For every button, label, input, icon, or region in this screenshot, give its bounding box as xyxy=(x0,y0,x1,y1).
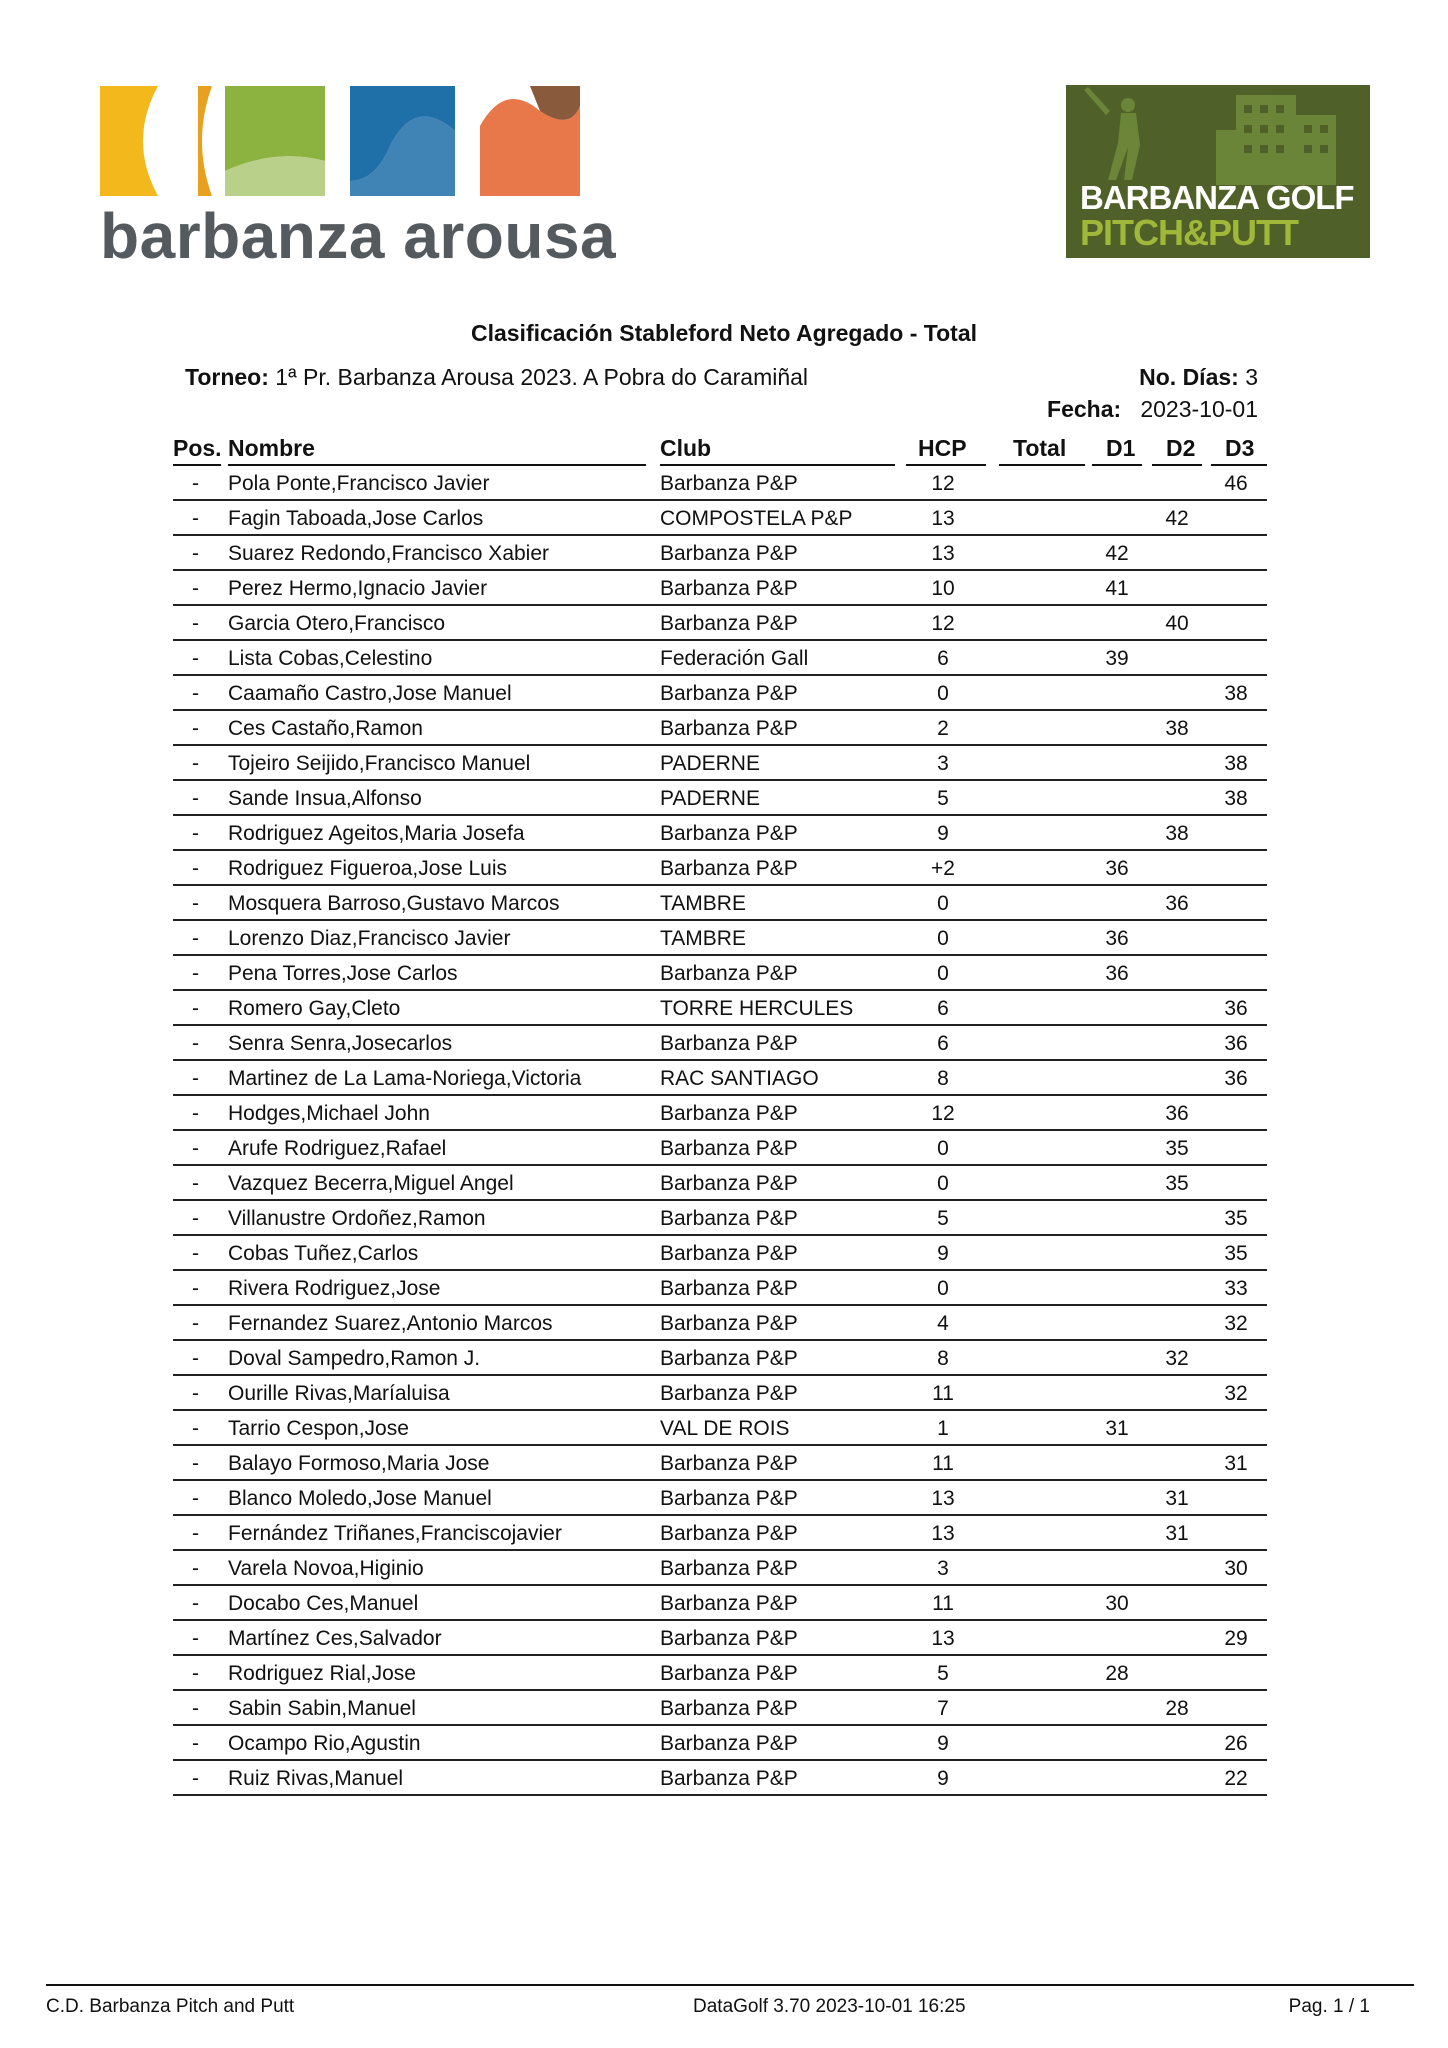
cell-d3: 32 xyxy=(1224,1312,1248,1335)
cell-hcp: 3 xyxy=(937,1557,949,1580)
cell-d1: 31 xyxy=(1105,1417,1129,1440)
cell-club: Barbanza P&P xyxy=(660,1102,798,1125)
cell-pos: - xyxy=(192,1242,199,1265)
cell-pos: - xyxy=(192,1767,199,1790)
cell-pos: - xyxy=(192,752,199,775)
cell-club: Barbanza P&P xyxy=(660,1312,798,1335)
cell-d3: 38 xyxy=(1224,787,1248,810)
cell-hcp: 8 xyxy=(937,1067,949,1090)
table-row xyxy=(173,606,1267,641)
cell-pos: - xyxy=(192,647,199,670)
cell-club: Barbanza P&P xyxy=(660,857,798,880)
cell-name: Ourille Rivas,Maríaluisa xyxy=(228,1382,450,1405)
table-row xyxy=(173,1271,1267,1306)
cell-club: COMPOSTELA P&P xyxy=(660,507,853,530)
golfer-illustration xyxy=(1066,85,1370,185)
date-value: 2023-10-01 xyxy=(1140,396,1258,422)
cell-d2: 38 xyxy=(1165,717,1189,740)
table-row xyxy=(173,1551,1267,1586)
cell-name: Tarrio Cespon,Jose xyxy=(228,1417,409,1440)
cell-club: Barbanza P&P xyxy=(660,1382,798,1405)
cell-hcp: 6 xyxy=(937,1032,949,1055)
cell-d2: 40 xyxy=(1165,612,1189,635)
days-label: No. Días: xyxy=(1139,364,1239,390)
header-club: Club xyxy=(660,435,712,461)
cell-pos: - xyxy=(192,1557,199,1580)
cell-hcp: 13 xyxy=(931,1487,955,1510)
cell-pos: - xyxy=(192,1312,199,1335)
table-row xyxy=(173,641,1267,676)
cell-d3: 36 xyxy=(1224,1067,1248,1090)
tournament-value: 1ª Pr. Barbanza Arousa 2023. A Pobra do Caramiñal xyxy=(275,364,809,390)
cell-club: Barbanza P&P xyxy=(660,1732,798,1755)
cell-name: Suarez Redondo,Francisco Xabier xyxy=(228,542,550,565)
table-row xyxy=(173,991,1267,1026)
cell-club: Barbanza P&P xyxy=(660,1137,798,1160)
table-row xyxy=(173,1656,1267,1691)
cell-club: Barbanza P&P xyxy=(660,1592,798,1615)
table-row xyxy=(173,466,1267,501)
cell-d1: 42 xyxy=(1105,542,1129,565)
header-pos: Pos. xyxy=(173,435,222,461)
cell-name: Ces Castaño,Ramon xyxy=(228,717,423,740)
tournament-info xyxy=(185,364,808,391)
header-d1: D1 xyxy=(1106,435,1136,461)
cell-name: Garcia Otero,Francisco xyxy=(228,612,446,635)
cell-name: Doval Sampedro,Ramon J. xyxy=(228,1347,481,1370)
cell-hcp: +2 xyxy=(931,857,955,880)
cell-club: TAMBRE xyxy=(660,927,746,950)
table-row xyxy=(173,1201,1267,1236)
standings-table xyxy=(173,432,1267,1796)
cell-pos: - xyxy=(192,1172,199,1195)
cell-hcp: 9 xyxy=(937,1732,949,1755)
cell-d3: 35 xyxy=(1224,1242,1248,1265)
table-row xyxy=(173,851,1267,886)
cell-d3: 26 xyxy=(1224,1732,1248,1755)
cell-name: Fagin Taboada,Jose Carlos xyxy=(228,507,484,530)
cell-pos: - xyxy=(192,1452,199,1475)
cell-pos: - xyxy=(192,1592,199,1615)
cell-hcp: 0 xyxy=(937,1172,949,1195)
cell-name: Ocampo Rio,Agustin xyxy=(228,1732,421,1755)
cell-pos: - xyxy=(192,682,199,705)
table-row xyxy=(173,1761,1267,1796)
cell-name: Fernandez Suarez,Antonio Marcos xyxy=(228,1312,553,1335)
cell-d3: 31 xyxy=(1224,1452,1248,1475)
table-row xyxy=(173,1446,1267,1481)
cell-pos: - xyxy=(192,577,199,600)
cell-hcp: 13 xyxy=(931,542,955,565)
cell-hcp: 12 xyxy=(931,1102,955,1125)
cell-club: Barbanza P&P xyxy=(660,1207,798,1230)
cell-d2: 31 xyxy=(1165,1487,1189,1510)
table-header xyxy=(173,432,1267,466)
cell-club: Barbanza P&P xyxy=(660,717,798,740)
cell-hcp: 9 xyxy=(937,1767,949,1790)
cell-name: Rivera Rodriguez,Jose xyxy=(228,1277,441,1300)
cell-d3: 35 xyxy=(1224,1207,1248,1230)
cell-name: Rodriguez Ageitos,Maria Josefa xyxy=(228,822,525,845)
cell-name: Martinez de La Lama-Noriega,Victoria xyxy=(228,1067,582,1090)
cell-d1: 30 xyxy=(1105,1592,1129,1615)
cell-d1: 41 xyxy=(1105,577,1129,600)
cell-name: Rodriguez Rial,Jose xyxy=(228,1662,416,1685)
cell-pos: - xyxy=(192,472,199,495)
cell-pos: - xyxy=(192,542,199,565)
cell-name: Romero Gay,Cleto xyxy=(228,997,401,1020)
cell-name: Mosquera Barroso,Gustavo Marcos xyxy=(228,892,560,915)
barbanza-arousa-wordmark: barbanza arousa xyxy=(100,200,617,272)
cell-name: Sande Insua,Alfonso xyxy=(228,787,422,810)
cell-pos: - xyxy=(192,927,199,950)
cell-name: Fernández Triñanes,Franciscojavier xyxy=(228,1522,562,1545)
cell-d2: 42 xyxy=(1165,507,1189,530)
table-row xyxy=(173,1586,1267,1621)
cell-d1: 28 xyxy=(1105,1662,1129,1685)
cell-hcp: 9 xyxy=(937,822,949,845)
barbanza-arousa-logo-shapes xyxy=(100,86,600,196)
cell-club: Barbanza P&P xyxy=(660,1277,798,1300)
table-row xyxy=(173,1376,1267,1411)
cell-hcp: 6 xyxy=(937,647,949,670)
cell-club: Barbanza P&P xyxy=(660,682,798,705)
cell-d3: 36 xyxy=(1224,997,1248,1020)
report-title: Clasificación Stableford Neto Agregado - Total xyxy=(470,320,978,346)
barbanza-golf-logo xyxy=(1066,85,1370,258)
cell-d3: 38 xyxy=(1224,752,1248,775)
cell-pos: - xyxy=(192,507,199,530)
cell-pos: - xyxy=(192,1277,199,1300)
cell-club: RAC SANTIAGO xyxy=(660,1067,819,1090)
days-value: 3 xyxy=(1245,364,1258,390)
table-row xyxy=(173,676,1267,711)
cell-pos: - xyxy=(192,1382,199,1405)
cell-hcp: 5 xyxy=(937,787,949,810)
cell-d1: 39 xyxy=(1105,647,1129,670)
days-info xyxy=(1139,364,1258,391)
tournament-label: Torneo: xyxy=(185,364,269,390)
cell-club: Barbanza P&P xyxy=(660,1242,798,1265)
cell-name: Caamaño Castro,Jose Manuel xyxy=(228,682,512,705)
cell-d2: 32 xyxy=(1165,1347,1189,1370)
table-row xyxy=(173,956,1267,991)
cell-club: Barbanza P&P xyxy=(660,1697,798,1720)
cell-d1: 36 xyxy=(1105,857,1129,880)
cell-hcp: 0 xyxy=(937,962,949,985)
table-row xyxy=(173,746,1267,781)
cell-club: Barbanza P&P xyxy=(660,1767,798,1790)
cell-club: TAMBRE xyxy=(660,892,746,915)
cell-pos: - xyxy=(192,1662,199,1685)
cell-name: Balayo Formoso,Maria Jose xyxy=(228,1452,490,1475)
cell-name: Blanco Moledo,Jose Manuel xyxy=(228,1487,492,1510)
table-row xyxy=(173,571,1267,606)
cell-name: Martínez Ces,Salvador xyxy=(228,1627,442,1650)
table-row xyxy=(173,781,1267,816)
cell-d3: 33 xyxy=(1224,1277,1248,1300)
cell-d3: 22 xyxy=(1224,1767,1248,1790)
cell-name: Tojeiro Seijido,Francisco Manuel xyxy=(228,752,531,775)
cell-hcp: 13 xyxy=(931,1522,955,1545)
table-row xyxy=(173,1061,1267,1096)
cell-name: Ruiz Rivas,Manuel xyxy=(228,1767,404,1790)
cell-hcp: 5 xyxy=(937,1207,949,1230)
cell-hcp: 7 xyxy=(937,1697,949,1720)
cell-pos: - xyxy=(192,1347,199,1370)
footer-page-number: Pag. 1 / 1 xyxy=(1288,1996,1370,2017)
table-row xyxy=(173,921,1267,956)
table-row xyxy=(173,536,1267,571)
cell-pos: - xyxy=(192,1137,199,1160)
footer-software-timestamp: DataGolf 3.70 2023-10-01 16:25 xyxy=(693,1996,966,2017)
cell-name: Villanustre Ordoñez,Ramon xyxy=(228,1207,486,1230)
table-row xyxy=(173,1236,1267,1271)
cell-club: Barbanza P&P xyxy=(660,1662,798,1685)
header-name: Nombre xyxy=(228,435,315,461)
cell-pos: - xyxy=(192,717,199,740)
cell-hcp: 1 xyxy=(937,1417,949,1440)
logo-text-pitch-putt: PITCH&PUTT xyxy=(1080,212,1298,253)
table-row xyxy=(173,1341,1267,1376)
footer-club-name: C.D. Barbanza Pitch and Putt xyxy=(46,1996,295,2017)
cell-pos: - xyxy=(192,1732,199,1755)
cell-hcp: 3 xyxy=(937,752,949,775)
cell-club: Barbanza P&P xyxy=(660,1627,798,1650)
cell-name: Vazquez Becerra,Miguel Angel xyxy=(228,1172,514,1195)
cell-name: Arufe Rodriguez,Rafael xyxy=(228,1137,447,1160)
table-row xyxy=(173,1411,1267,1446)
cell-d3: 32 xyxy=(1224,1382,1248,1405)
cell-club: Federación Gall xyxy=(660,647,809,670)
cell-d1: 36 xyxy=(1105,962,1129,985)
cell-pos: - xyxy=(192,1487,199,1510)
barbanza-arousa-logo xyxy=(100,86,617,276)
cell-name: Hodges,Michael John xyxy=(228,1102,430,1125)
cell-pos: - xyxy=(192,1697,199,1720)
cell-d2: 31 xyxy=(1165,1522,1189,1545)
header-hcp: HCP xyxy=(918,435,967,461)
cell-pos: - xyxy=(192,857,199,880)
footer-divider xyxy=(46,1984,1414,1986)
cell-club: TORRE HERCULES xyxy=(660,997,854,1020)
cell-club: PADERNE xyxy=(660,787,760,810)
cell-pos: - xyxy=(192,1627,199,1650)
cell-hcp: 0 xyxy=(937,1137,949,1160)
cell-name: Sabin Sabin,Manuel xyxy=(228,1697,416,1720)
cell-name: Senra Senra,Josecarlos xyxy=(228,1032,453,1055)
cell-hcp: 5 xyxy=(937,1662,949,1685)
cell-club: Barbanza P&P xyxy=(660,1172,798,1195)
cell-d2: 36 xyxy=(1165,1102,1189,1125)
cell-hcp: 12 xyxy=(931,472,955,495)
cell-name: Varela Novoa,Higinio xyxy=(228,1557,424,1580)
cell-name: Pena Torres,Jose Carlos xyxy=(228,962,458,985)
cell-club: Barbanza P&P xyxy=(660,962,798,985)
table-row xyxy=(173,1726,1267,1761)
cell-pos: - xyxy=(192,787,199,810)
table-row xyxy=(173,816,1267,851)
cell-name: Pola Ponte,Francisco Javier xyxy=(228,472,490,495)
cell-pos: - xyxy=(192,997,199,1020)
table-row xyxy=(173,1026,1267,1061)
table-row xyxy=(173,1621,1267,1656)
table-row xyxy=(173,501,1267,536)
cell-pos: - xyxy=(192,1067,199,1090)
cell-hcp: 0 xyxy=(937,927,949,950)
cell-club: Barbanza P&P xyxy=(660,1487,798,1510)
cell-pos: - xyxy=(192,822,199,845)
cell-pos: - xyxy=(192,1102,199,1125)
cell-name: Docabo Ces,Manuel xyxy=(228,1592,419,1615)
cell-name: Lorenzo Diaz,Francisco Javier xyxy=(228,927,511,950)
cell-club: VAL DE ROIS xyxy=(660,1417,790,1440)
cell-hcp: 13 xyxy=(931,1627,955,1650)
cell-name: Cobas Tuñez,Carlos xyxy=(228,1242,419,1265)
cell-club: Barbanza P&P xyxy=(660,1347,798,1370)
cell-d3: 30 xyxy=(1224,1557,1248,1580)
table-row xyxy=(173,1166,1267,1201)
cell-hcp: 11 xyxy=(932,1452,954,1475)
cell-hcp: 11 xyxy=(932,1592,954,1615)
cell-club: Barbanza P&P xyxy=(660,472,798,495)
cell-hcp: 2 xyxy=(937,717,949,740)
cell-hcp: 0 xyxy=(937,682,949,705)
cell-name: Rodriguez Figueroa,Jose Luis xyxy=(228,857,507,880)
cell-hcp: 12 xyxy=(931,612,955,635)
table-row xyxy=(173,1691,1267,1726)
cell-pos: - xyxy=(192,892,199,915)
header-d3: D3 xyxy=(1225,435,1255,461)
cell-d2: 36 xyxy=(1165,892,1189,915)
cell-pos: - xyxy=(192,612,199,635)
cell-hcp: 6 xyxy=(937,997,949,1020)
cell-hcp: 10 xyxy=(931,577,955,600)
cell-pos: - xyxy=(192,1417,199,1440)
cell-name: Perez Hermo,Ignacio Javier xyxy=(228,577,488,600)
cell-club: Barbanza P&P xyxy=(660,822,798,845)
cell-hcp: 0 xyxy=(937,892,949,915)
cell-d2: 35 xyxy=(1165,1172,1189,1195)
header-total: Total xyxy=(1013,435,1067,461)
table-row xyxy=(173,1516,1267,1551)
table-row xyxy=(173,1131,1267,1166)
cell-hcp: 8 xyxy=(937,1347,949,1370)
cell-hcp: 11 xyxy=(932,1382,954,1405)
cell-d2: 35 xyxy=(1165,1137,1189,1160)
cell-d3: 38 xyxy=(1224,682,1248,705)
cell-club: Barbanza P&P xyxy=(660,1452,798,1475)
table-row xyxy=(173,1481,1267,1516)
cell-d2: 28 xyxy=(1165,1697,1189,1720)
cell-pos: - xyxy=(192,1522,199,1545)
cell-club: PADERNE xyxy=(660,752,760,775)
cell-d1: 36 xyxy=(1105,927,1129,950)
cell-club: Barbanza P&P xyxy=(660,1032,798,1055)
cell-d3: 46 xyxy=(1224,472,1248,495)
logo-text-barbanza-golf: BARBANZA GOLF xyxy=(1080,179,1354,216)
cell-d3: 29 xyxy=(1224,1627,1248,1650)
cell-d2: 38 xyxy=(1165,822,1189,845)
cell-name: Lista Cobas,Celestino xyxy=(228,647,433,670)
cell-hcp: 13 xyxy=(931,507,955,530)
table-row xyxy=(173,1306,1267,1341)
cell-club: Barbanza P&P xyxy=(660,1522,798,1545)
date-label: Fecha: xyxy=(1047,396,1122,422)
cell-hcp: 4 xyxy=(937,1312,949,1335)
cell-pos: - xyxy=(192,1207,199,1230)
cell-club: Barbanza P&P xyxy=(660,577,798,600)
cell-club: Barbanza P&P xyxy=(660,542,798,565)
date-info xyxy=(1047,396,1258,423)
table-row xyxy=(173,711,1267,746)
cell-club: Barbanza P&P xyxy=(660,1557,798,1580)
cell-pos: - xyxy=(192,962,199,985)
cell-club: Barbanza P&P xyxy=(660,612,798,635)
cell-hcp: 0 xyxy=(937,1277,949,1300)
cell-d3: 36 xyxy=(1224,1032,1248,1055)
table-body xyxy=(173,466,1267,1796)
cell-hcp: 9 xyxy=(937,1242,949,1265)
cell-pos: - xyxy=(192,1032,199,1055)
table-row xyxy=(173,1096,1267,1131)
table-row xyxy=(173,886,1267,921)
header-d2: D2 xyxy=(1166,435,1196,461)
